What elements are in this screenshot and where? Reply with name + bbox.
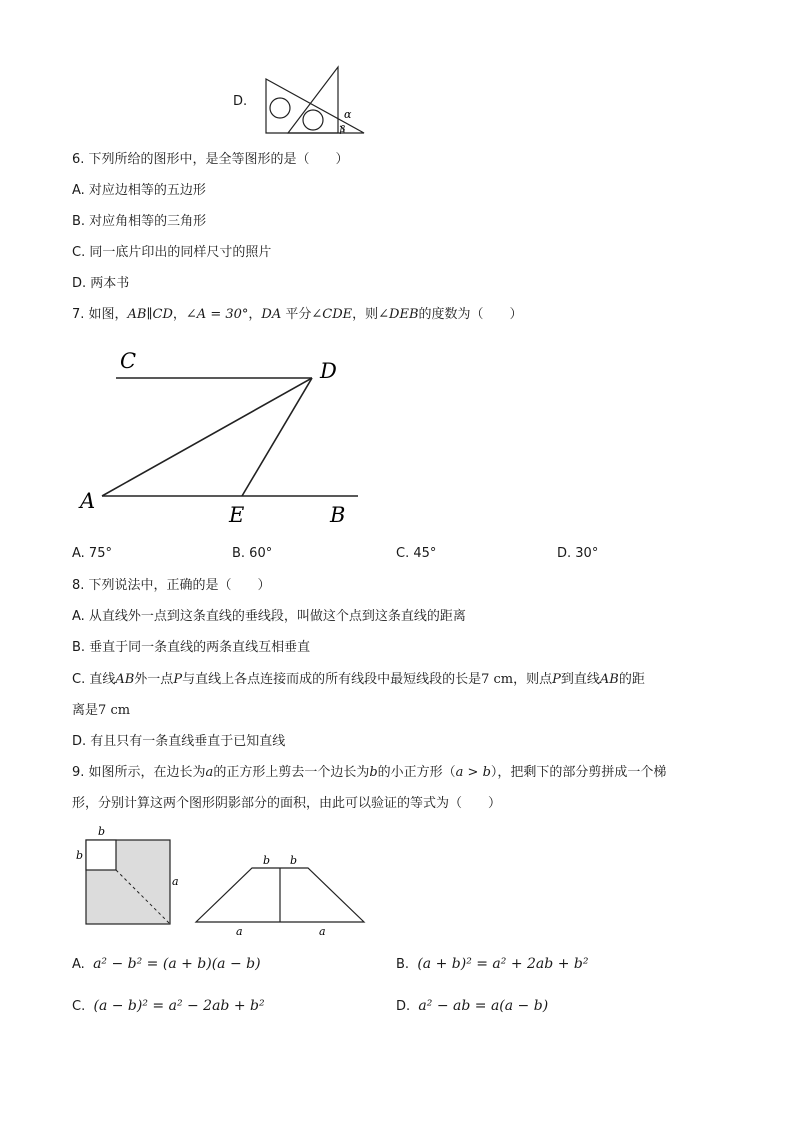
q8-option-b: B. 垂直于同一条直线的两条直线互相垂直: [72, 640, 311, 655]
q8-option-d: D. 有且只有一条直线垂直于已知直线: [72, 734, 286, 749]
segment-de: [242, 378, 312, 496]
q7-option-b: B. 60°: [232, 546, 273, 561]
q9-option-d: D. a² − ab = a(a − b): [396, 998, 549, 1014]
q8-option-c: C. 直线AB外一点P与直线上各点连接而成的所有线段中最短线段的长是7 cm，则点P到直线AB的距: [72, 672, 645, 687]
small-square-cut: [86, 840, 116, 870]
label-a-right: a: [172, 875, 179, 888]
point-b-label: B: [330, 503, 346, 527]
q9-option-b: B. (a + b)² = a² + 2ab + b²: [396, 956, 589, 972]
alpha-label: α: [344, 108, 352, 121]
point-c-label: C: [120, 349, 137, 373]
point-d-label: D: [320, 359, 337, 383]
q6-option-d: D. 两本书: [72, 276, 130, 291]
q7-figure: [76, 342, 376, 532]
q7-option-a: A. 75°: [72, 546, 112, 561]
ruler-hole-left: [270, 98, 290, 118]
q9-trapezoid-figure: [190, 852, 370, 942]
label-a-bottom-right: a: [319, 925, 326, 938]
q5-option-d-figure: [260, 64, 370, 138]
q9-option-a: A. a² − b² = (a + b)(a − b): [72, 956, 261, 972]
ruler-hole-right: [303, 110, 323, 130]
label-b-left: b: [76, 849, 84, 862]
q6-stem: 6. 下列所给的图形中，是全等图形的是（ ）: [72, 152, 349, 167]
beta-label: β: [340, 125, 346, 135]
label-b-top-right: b: [290, 854, 298, 867]
triangle-ruler-left: [266, 79, 364, 133]
q9-stem-line1: 9. 如图所示，在边长为a的正方形上剪去一个边长为b的小正方形（a > b），把剩下的部分剪拼成一个梯: [72, 765, 667, 780]
q7-option-d: D. 30°: [557, 546, 599, 561]
q9-option-c: C. (a − b)² = a² − 2ab + b²: [72, 998, 265, 1014]
q6-option-c: C. 同一底片印出的同样尺寸的照片: [72, 245, 272, 260]
q9-stem-line2: 形，分别计算这两个图形阴影部分的面积，由此可以验证的等式为（ ）: [72, 796, 502, 811]
label-b-top: b: [98, 825, 106, 838]
q8-option-a: A. 从直线外一点到这条直线的垂线段，叫做这个点到这条直线的距离: [72, 609, 466, 624]
q6-option-b: B. 对应角相等的三角形: [72, 214, 207, 229]
point-a-label: A: [80, 489, 96, 513]
q9-square-figure: [74, 822, 186, 934]
q5-option-d-label: D.: [233, 94, 248, 109]
triangle-ruler-right: [288, 67, 338, 133]
q8-stem: 8. 下列说法中，正确的是（ ）: [72, 578, 271, 593]
q7-option-c: C. 45°: [396, 546, 437, 561]
q7-stem: 7. 如图，AB∥CD，∠A = 30°，DA 平分∠CDE，则∠DEB的度数为（ ）: [72, 307, 523, 322]
label-a-bottom-left: a: [236, 925, 243, 938]
q6-option-a: A. 对应边相等的五边形: [72, 183, 206, 198]
segment-ad: [102, 378, 312, 496]
label-b-top-left: b: [263, 854, 271, 867]
point-e-label: E: [229, 503, 245, 527]
q8-option-c-line2: 离是7 cm: [72, 703, 131, 718]
